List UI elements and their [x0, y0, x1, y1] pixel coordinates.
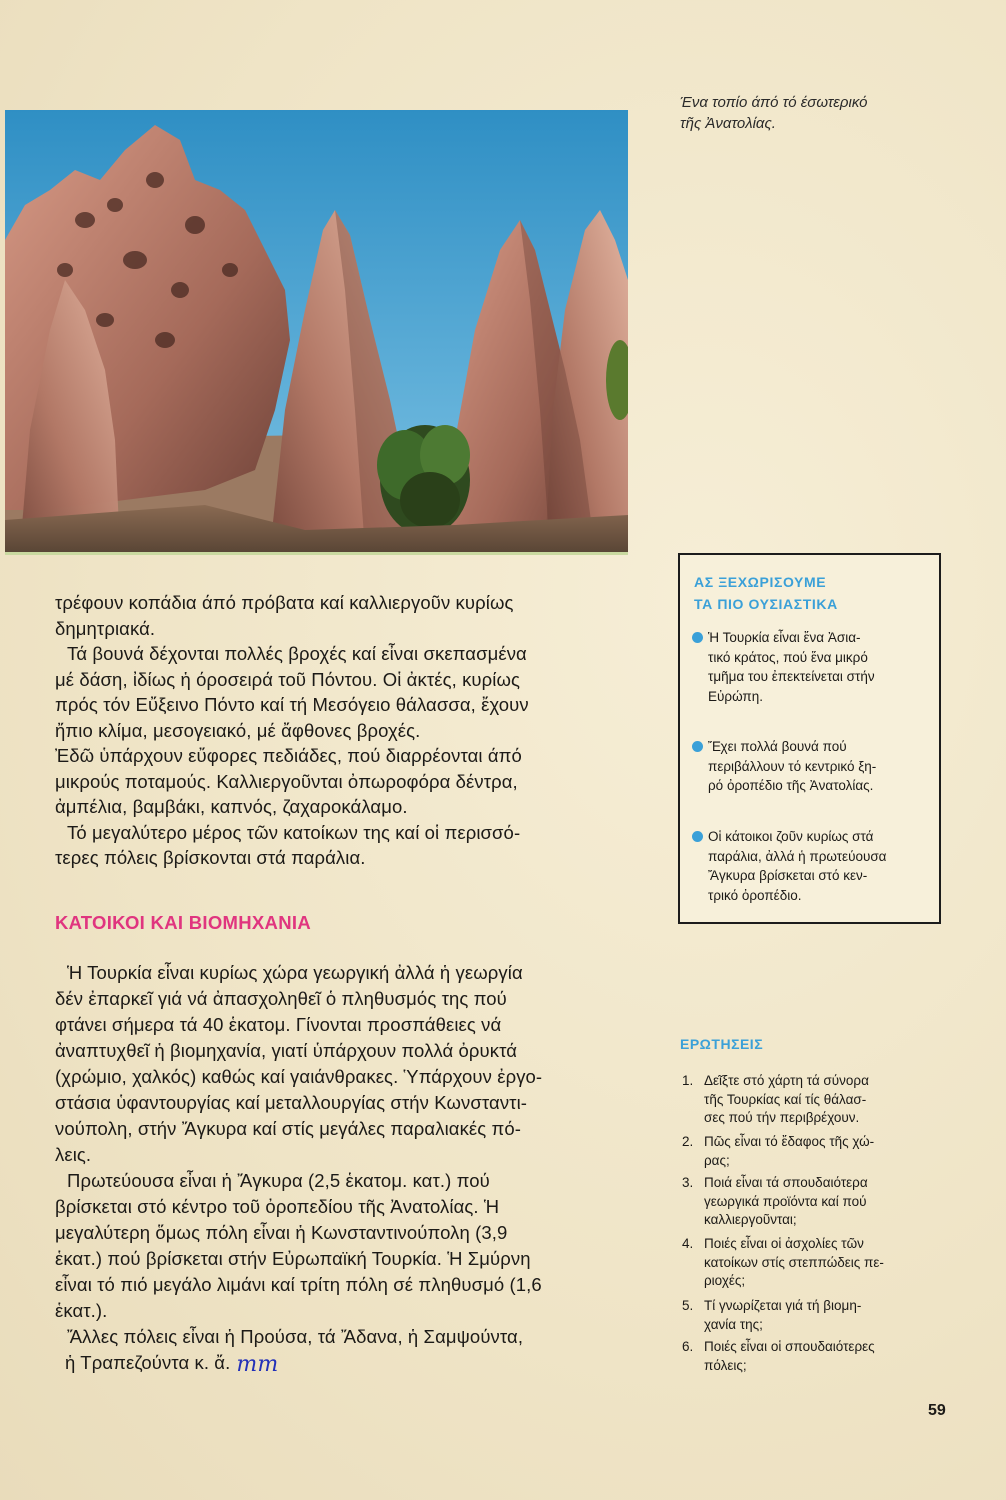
- text-line: ἑκατ.) πού βρίσκεται στήν Εὐρωπαϊκή Τουρκία. Ἡ Σμύρνη: [55, 1248, 531, 1269]
- text-line: ἡ Τραπεζούντα κ. ἄ.: [65, 1352, 231, 1373]
- question-item: [682, 1297, 962, 1334]
- text-line: (χρώμιο, χαλκός) καθώς καί γαιάνθρακες. Ὑπάρχουν ἐργο-: [55, 1066, 543, 1087]
- main-text-column: [55, 590, 635, 871]
- question-line: Ποιές εἶναι οἱ σπουδαιότερες: [704, 1339, 875, 1354]
- question-line: Ποιές εἶναι οἱ ἀσχολίες τῶν: [704, 1236, 864, 1251]
- bullet-line: περιβάλλουν τό κεντρικό ξη-: [708, 758, 877, 774]
- text-line: τερες πόλεις βρίσκονται στά παράλια.: [55, 847, 366, 868]
- section-heading: ΚΑΤΟΙΚΟΙ ΚΑΙ ΒΙΟΜΗΧΑΝΙΑ: [55, 912, 311, 933]
- question-number: 2.: [682, 1134, 694, 1149]
- intro-paragraph: [55, 590, 635, 641]
- question-line: Τί γνωρίζεται γιά τή βιομη-: [704, 1298, 862, 1313]
- text-line: νούπολη, στήν Ἄγκυρα καί στίς μεγάλες παραλιακές πό-: [55, 1118, 522, 1139]
- bullet-line: τικό κράτος, πού ἕνα μικρό: [708, 649, 868, 665]
- question-number: 4.: [682, 1236, 694, 1251]
- text-line: Ἐδῶ ὑπάρχουν εὔφορες πεδιάδες, πού διαρρέονται άπό: [55, 745, 522, 766]
- plains-paragraph: [55, 743, 635, 820]
- question-number: 6.: [682, 1339, 694, 1354]
- text-line: Τό μεγαλύτερο μέρος τῶν κατοίκων της καί οἱ περισσό-: [67, 821, 521, 843]
- text-line: Ἄλλες πόλεις εἶναι ἡ Προύσα, τά Ἄδανα, ἡ Σαμψούντα,: [67, 1326, 524, 1347]
- summary-title: [694, 571, 838, 615]
- question-line: Ποιά εἶναι τά σπουδαιότερα: [704, 1175, 868, 1190]
- industry-text-column: [55, 960, 645, 1376]
- text-line: μέ δάση, ἰδίως ἡ όροσειρά τοῦ Πόντου. Οἱ ἀκτές, κυρίως: [55, 668, 521, 690]
- text-line: πρός τόν Εὔξεινο Πόντο καί τή Μεσόγειο θάλασσα, ἔχουν: [55, 694, 529, 715]
- questions-title: ΕΡΩΤΗΣΕΙΣ: [680, 1036, 764, 1052]
- question-line: τῆς Τουρκίας καί τίς θάλασ-: [704, 1091, 867, 1107]
- bullet-line: Ἔχει πολλά βουνά πού: [708, 739, 847, 754]
- question-item: [682, 1133, 962, 1170]
- summary-title-line: ΑΣ ΞΕΧΩΡΙΣΟΥΜΕ: [694, 574, 827, 590]
- population-paragraph: [55, 820, 635, 871]
- question-line: σες πού τήν περιβρέχουν.: [704, 1110, 860, 1125]
- question-item: [682, 1174, 962, 1230]
- summary-bullet: [692, 827, 937, 905]
- text-line: στάσια ὑφαντουργίας καί μεταλλουργίας στήν Κωνσταντι-: [55, 1092, 528, 1113]
- question-line: Δεῖξτε στό χάρτη τά σύνορα: [704, 1073, 869, 1088]
- caption-line: Ένα τοπίο άπό τό έσωτερικό: [680, 94, 868, 111]
- question-item: [682, 1235, 962, 1291]
- question-line: καλλιεργοῦνται;: [704, 1212, 797, 1227]
- summary-bullet: [692, 628, 937, 706]
- text-line: Ἡ Τουρκία εἶναι κυρίως χώρα γεωργική ἀλλά ἡ γεωργία: [67, 962, 523, 983]
- question-number: 5.: [682, 1298, 694, 1313]
- caption-line: τῆς Ἀνατολίας.: [680, 115, 776, 132]
- text-line: ἤπιο κλίμα, μεσογειακό, μέ ἄφθονες βροχές.: [55, 719, 421, 741]
- bullet-line: Εὐρώπη.: [708, 688, 763, 704]
- text-line: μεγαλύτερη ὅμως πόλη εἶναι ἡ Κωνσταντινούπολη (3,9: [55, 1222, 508, 1243]
- bullet-line: τμῆμα του ἐπεκτείνεται στήν: [708, 669, 875, 684]
- text-line: βρίσκεται στό κέντρο τοῦ ὀροπεδίου τῆς Ἀνατολίας. Ἡ: [55, 1196, 500, 1217]
- question-line: ριοχές;: [704, 1273, 746, 1288]
- handwritten-mark: mm: [236, 1352, 279, 1377]
- bullet-line: τρικό ὀροπέδιο.: [708, 887, 802, 903]
- question-line: Πῶς εἶναι τό ἔδαφος τῆς χώ-: [704, 1134, 875, 1149]
- bullet-line: ρό ὀροπέδιο τῆς Ἀνατολίας.: [708, 778, 874, 793]
- question-item: [682, 1338, 962, 1375]
- bullet-line: Ἡ Τουρκία εἶναι ἕνα Ἀσια-: [708, 630, 861, 645]
- landscape-photo: [5, 110, 628, 555]
- text-line: δημητριακά.: [55, 617, 156, 639]
- question-line: ρας;: [704, 1152, 730, 1168]
- text-line: ἀναπτυχθεῖ ἡ βιομηχανία, γιατί ὑπάρχουν πολλά ὀρυκτά: [55, 1040, 518, 1061]
- text-line: μικρούς ποταμούς. Καλλιεργοῦνται ὀπωροφόρα δέντρα,: [55, 770, 518, 792]
- text-line: ἑκατ.).: [55, 1300, 108, 1321]
- bullet-dot-icon: [692, 632, 703, 643]
- mountains-paragraph: [55, 641, 635, 743]
- agriculture-paragraph: [55, 960, 645, 1168]
- text-line: φτάνει σήμερα τά 40 ἑκατομ. Γίνονται προσπάθειες νά: [55, 1014, 502, 1035]
- question-line: πόλεις;: [704, 1357, 747, 1373]
- text-line: τρέφουν κοπάδια άπό πρόβατα καί καλλιεργοῦν κυρίως: [55, 592, 514, 613]
- text-line: δέν ἐπαρκεῖ γιά νά ἀπασχοληθεῖ ὁ πληθυσμός της πού: [55, 988, 507, 1009]
- page-number: 59: [928, 1402, 946, 1419]
- text-line: λεις.: [55, 1144, 92, 1165]
- summary-title-line: ΤΑ ΠΙΟ ΟΥΣΙΑΣΤΙΚΑ: [694, 596, 838, 612]
- text-line: Πρωτεύουσα εἶναι ἡ Ἄγκυρα (2,5 ἑκατομ. κατ.) πού: [67, 1170, 490, 1191]
- bullet-line: Οἱ κάτοικοι ζοῦν κυρίως στά: [708, 829, 874, 844]
- text-line: Τά βουνά δέχονται πολλές βροχές καί εἶναι σκεπασμένα: [67, 643, 527, 664]
- question-number: 1.: [682, 1073, 694, 1088]
- text-line: εἶναι τό πιό μεγάλο λιμάνι καί τρίτη πόλη σέ πληθυσμό (1,6: [55, 1274, 542, 1295]
- summary-bullet: [692, 737, 937, 796]
- question-number: 3.: [682, 1175, 694, 1190]
- bullet-line: παράλια, ἀλλά ἡ πρωτεύουσα: [708, 848, 887, 864]
- question-line: χανία της;: [704, 1316, 763, 1332]
- summary-box: [678, 553, 941, 924]
- text-line: ἀμπέλια, βαμβάκι, καπνός, ζαχαροκάλαμο.: [55, 796, 408, 817]
- cities-paragraph: [55, 1324, 645, 1376]
- question-line: γεωργικά προϊόντα καί πού: [704, 1193, 867, 1209]
- bullet-dot-icon: [692, 741, 703, 752]
- capital-paragraph: [55, 1168, 645, 1324]
- bullet-dot-icon: [692, 831, 703, 842]
- question-item: [682, 1072, 962, 1128]
- question-line: κατοίκων στίς στεππώδεις πε-: [704, 1254, 884, 1270]
- bullet-line: Ἄγκυρα βρίσκεται στό κεν-: [708, 868, 868, 883]
- photo-caption: [680, 92, 980, 134]
